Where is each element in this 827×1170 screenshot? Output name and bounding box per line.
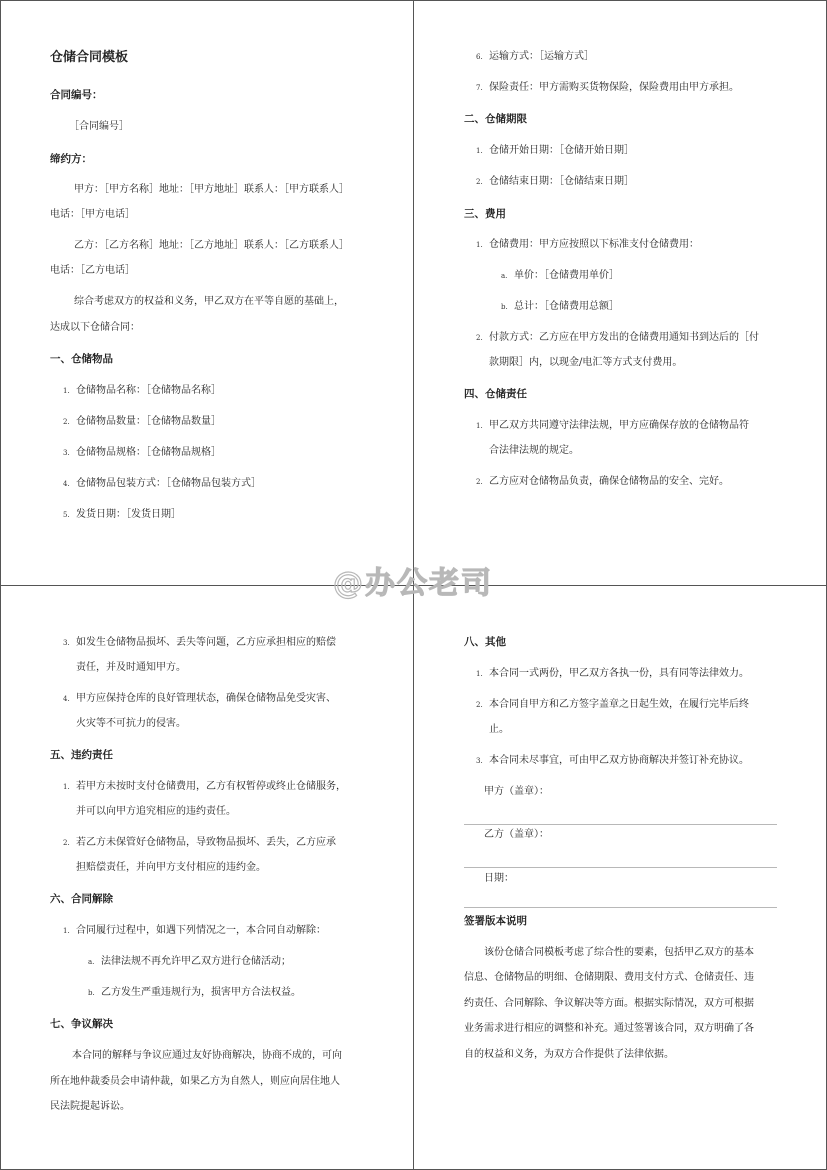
signature-line	[464, 867, 777, 868]
paragraph-line: 信息、仓储物品的明细、仓储期限、费用支付方式、仓储责任、违	[464, 972, 754, 983]
list-number: b.	[88, 989, 95, 997]
section-heading: 七、争议解决	[50, 1018, 113, 1030]
list-text: 仓储开始日期：［仓储开始日期］	[489, 145, 634, 156]
list-number: 3.	[63, 639, 70, 647]
list-text: 如发生仓储物品损坏、丢失等问题，乙方应承担相应的赔偿	[76, 637, 336, 648]
list-number: 1.	[63, 387, 70, 395]
list-number: 6.	[476, 53, 483, 61]
list-text: 单价：［仓储费用单价］	[514, 270, 619, 281]
list-text: 若甲方未按时支付仓储费用，乙方有权暂停或终止仓储服务，	[76, 781, 346, 792]
section-heading: 二、仓储期限	[464, 113, 527, 125]
paragraph-line: 民法院提起诉讼。	[50, 1101, 130, 1112]
page-1	[0, 0, 413, 585]
list-text: 发货日期：［发货日期］	[76, 509, 181, 520]
list-text: 仓储物品包装方式：［仓储物品包装方式］	[76, 478, 261, 489]
list-number: a.	[501, 272, 508, 280]
list-text: 款期限］内，以现金/电汇等方式支付费用。	[489, 357, 683, 368]
list-text: 付款方式：乙方应在甲方发出的仓储费用通知书到达后的［付	[489, 332, 759, 343]
list-number: 2.	[476, 701, 483, 709]
list-text: 并可以向甲方追究相应的违约责任。	[76, 806, 236, 817]
document-title: 仓储合同模板	[50, 50, 129, 65]
list-number: 7.	[476, 84, 483, 92]
intro-line-1: 综合考虑双方的权益和义务，甲乙双方在平等自愿的基础上，	[74, 296, 344, 307]
list-text: 若乙方未保管好仓储物品，导致物品损坏、丢失，乙方应承	[76, 837, 336, 848]
section-heading: 八、其他	[464, 636, 506, 648]
list-number: 1.	[63, 783, 70, 791]
paragraph-line: 自的权益和义务，为双方合作提供了法律依据。	[464, 1049, 674, 1060]
list-text: 仓储结束日期：［仓储结束日期］	[489, 176, 634, 187]
section-heading: 五、违约责任	[50, 749, 113, 761]
list-text: 仓储物品名称：［仓储物品名称］	[76, 385, 221, 396]
signature-line	[464, 907, 777, 908]
list-text: 合同履行过程中，如遇下列情况之一，本合同自动解除：	[76, 925, 326, 936]
section-heading: 三、费用	[464, 208, 506, 220]
section-heading: 一、仓储物品	[50, 353, 113, 365]
list-text: 仓储费用：甲方应按照以下标准支付仓储费用：	[489, 239, 699, 250]
party-a-line-1: 甲方：［甲方名称］地址：［甲方地址］联系人：［甲方联系人］	[74, 184, 349, 195]
page-3	[0, 586, 413, 1170]
list-text: 本合同自甲方和乙方签字盖章之日起生效，在履行完毕后终	[489, 699, 749, 710]
list-text: 运输方式：［运输方式］	[489, 51, 594, 62]
list-text: 保险责任：甲方需购买货物保险，保险费用由甲方承担。	[489, 82, 739, 93]
list-number: 5.	[63, 511, 70, 519]
section-heading: 六、合同解除	[50, 893, 113, 905]
party-b-line-1: 乙方：［乙方名称］地址：［乙方地址］联系人：［乙方联系人］	[74, 240, 349, 251]
intro-line-2: 达成以下仓储合同：	[50, 322, 140, 333]
list-number: 2.	[63, 839, 70, 847]
list-text: 总计：［仓储费用总额］	[514, 301, 619, 312]
list-number: a.	[88, 958, 95, 966]
list-number: 3.	[476, 757, 483, 765]
paragraph-line: 约责任、合同解除、争议解决等方面。根据实际情况，双方可根据	[464, 998, 754, 1009]
list-text: 乙方应对仓储物品负责，确保仓储物品的安全、完好。	[489, 476, 729, 487]
watermark-logo: @办公老司	[333, 566, 493, 601]
list-text: 本合同一式两份，甲乙双方各执一份，具有同等法律效力。	[489, 668, 749, 679]
list-number: 4.	[63, 480, 70, 488]
paragraph-line: 所在地仲裁委员会申请仲裁，如果乙方为自然人，则应向居住地人	[50, 1076, 340, 1087]
party-b-line-2: 电话：［乙方电话］	[50, 265, 135, 276]
paragraph-line: 业务需求进行相应的调整和补充。通过签署该合同，双方明确了各	[464, 1023, 754, 1034]
list-number: b.	[501, 303, 508, 311]
page-2	[414, 0, 827, 585]
list-text: 担赔偿责任，并向甲方支付相应的违约金。	[76, 862, 266, 873]
parties-label: 缔约方：	[50, 153, 92, 165]
list-text: 仓储物品数量：［仓储物品数量］	[76, 416, 221, 427]
list-number: 2.	[63, 418, 70, 426]
list-text: 火灾等不可抗力的侵害。	[76, 718, 186, 729]
list-number: 1.	[476, 147, 483, 155]
party-a-signature-label: 甲方（盖章）：	[484, 786, 549, 797]
list-text: 甲方应保持仓库的良好管理状态，确保仓储物品免受灾害、	[76, 693, 336, 704]
signature-line	[464, 824, 777, 825]
list-text: 本合同未尽事宜，可由甲乙双方协商解决并签订补充协议。	[489, 755, 749, 766]
contract-no-value: ［合同编号］	[69, 121, 129, 132]
list-number: 3.	[63, 449, 70, 457]
list-text: 乙方发生严重违规行为，损害甲方合法权益。	[101, 987, 301, 998]
page-4	[414, 586, 827, 1170]
list-number: 1.	[476, 670, 483, 678]
list-number: 2.	[476, 178, 483, 186]
list-text: 合法律法规的规定。	[489, 445, 579, 456]
paragraph-line: 本合同的解释与争议应通过友好协商解决，协商不成的，可向	[72, 1050, 342, 1061]
signature-date-label: 日期：	[484, 873, 514, 884]
list-number: 1.	[476, 241, 483, 249]
list-number: 1.	[63, 927, 70, 935]
list-number: 1.	[476, 422, 483, 430]
list-text: 责任，并及时通知甲方。	[76, 662, 186, 673]
paragraph-line: 该份仓储合同模板考虑了综合性的要素，包括甲乙双方的基本	[484, 947, 754, 958]
list-text: 法律法规不再允许甲乙双方进行仓储活动；	[101, 956, 291, 967]
list-number: 2.	[476, 334, 483, 342]
party-a-line-2: 电话：［甲方电话］	[50, 209, 135, 220]
list-text: 甲乙双方共同遵守法律法规，甲方应确保存放的仓储物品符	[489, 420, 749, 431]
list-text: 仓储物品规格：［仓储物品规格］	[76, 447, 221, 458]
note-title: 签署版本说明	[464, 915, 527, 927]
list-number: 2.	[476, 478, 483, 486]
list-text: 止。	[489, 724, 509, 735]
contract-no-label: 合同编号：	[50, 89, 103, 101]
party-b-signature-label: 乙方（盖章）：	[484, 829, 549, 840]
list-number: 4.	[63, 695, 70, 703]
section-heading: 四、仓储责任	[464, 388, 527, 400]
